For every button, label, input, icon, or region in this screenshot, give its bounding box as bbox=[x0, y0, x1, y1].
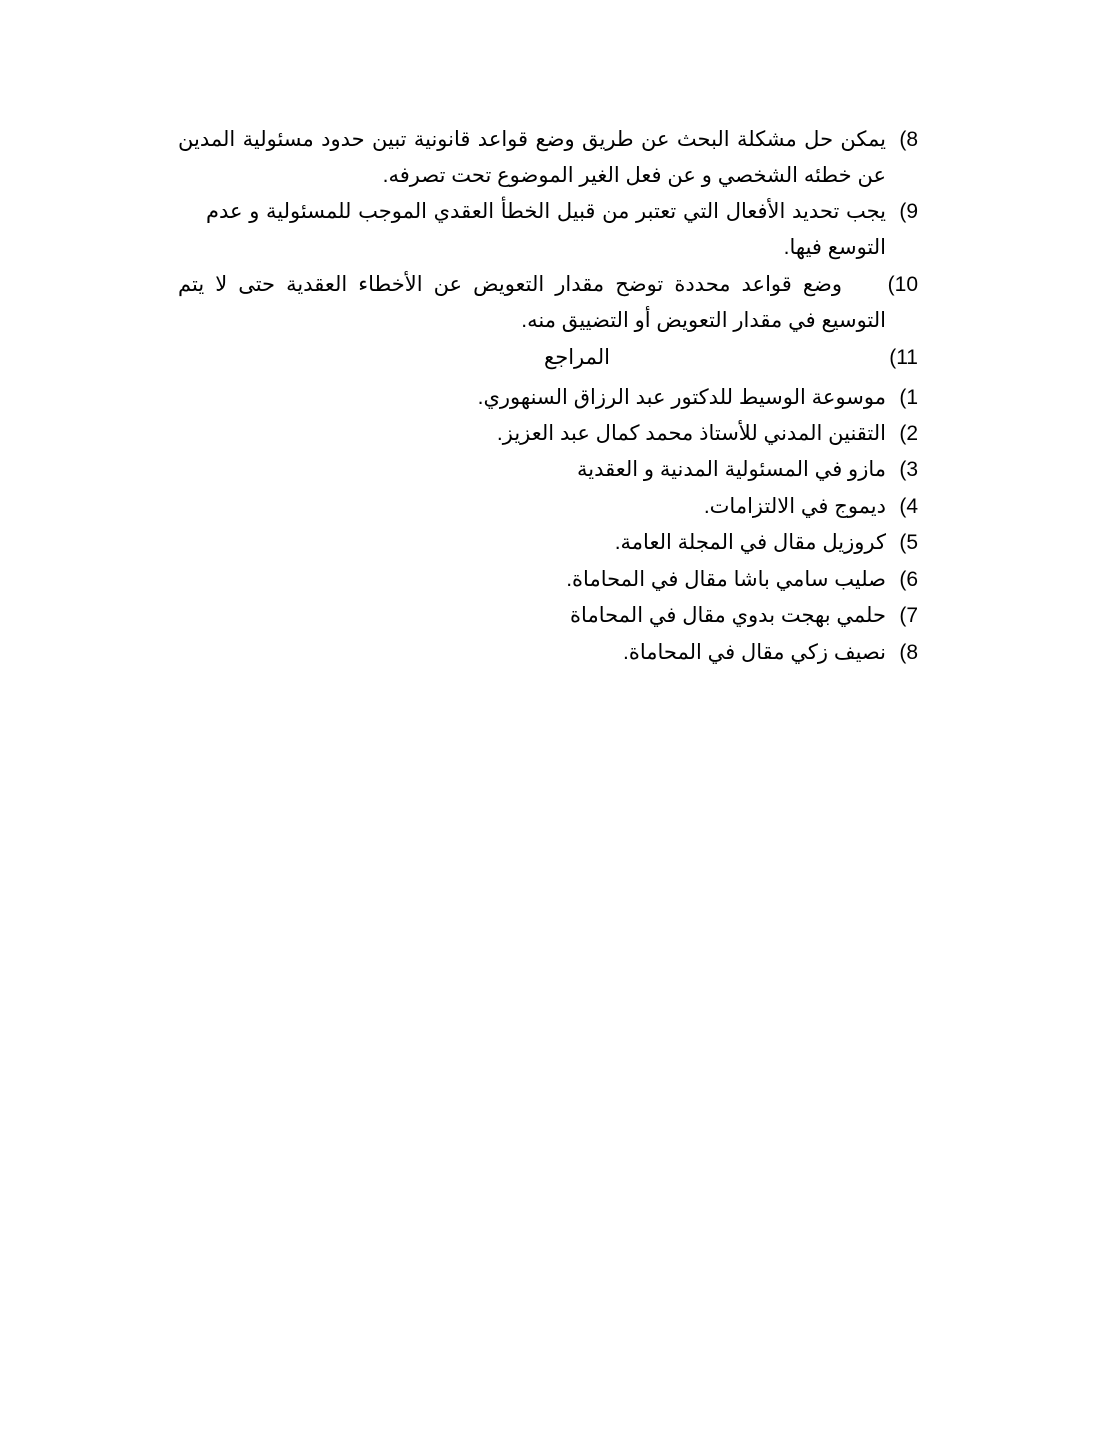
reference-1 bbox=[178, 380, 918, 416]
reference-6 bbox=[178, 562, 918, 598]
reference-6-number: 6) bbox=[899, 568, 918, 591]
reference-6-text: صليب سامي باشا مقال في المحاماة. bbox=[566, 568, 886, 591]
reference-2-number: 2) bbox=[899, 422, 918, 445]
reference-8-text: نصيف زكي مقال في المحاماة. bbox=[623, 641, 886, 664]
reference-5-text: كروزيل مقال في المجلة العامة. bbox=[614, 531, 886, 554]
reference-7-text: حلمي بهجت بدوي مقال في المحاماة bbox=[570, 604, 886, 627]
item-10-number: 10) bbox=[887, 273, 918, 296]
item-10-text-line-2: التوسيع في مقدار التعويض أو التضييق منه. bbox=[521, 309, 886, 332]
reference-5 bbox=[178, 525, 918, 561]
item-10-line-2 bbox=[178, 303, 918, 339]
reference-2 bbox=[178, 416, 918, 452]
reference-3 bbox=[178, 452, 918, 488]
reference-7 bbox=[178, 598, 918, 634]
item-9-text-line-1: يجب تحديد الأفعال التي تعتبر من قبيل الخطأ العقدي الموجب للمسئولية و عدم bbox=[206, 200, 886, 223]
item-8-line-2 bbox=[178, 158, 918, 194]
item-10-text-line-1: وضع قواعد محددة توضح مقدار التعويض عن الأخطاء العقدية حتى لا يتم bbox=[178, 273, 842, 296]
reference-4-text: ديموج في الالتزامات. bbox=[703, 495, 886, 518]
reference-3-text: مازو في المسئولية المدنية و العقدية bbox=[576, 458, 886, 481]
reference-8-number: 8) bbox=[899, 641, 918, 664]
reference-3-number: 3) bbox=[899, 458, 918, 481]
item-9-text-line-2: التوسع فيها. bbox=[783, 236, 886, 259]
item-8-text-line-1: يمكن حل مشكلة البحث عن طريق وضع قواعد قانونية تبين حدود مسئولية المدين bbox=[178, 128, 886, 151]
reference-2-text: التقنين المدني للأستاذ محمد كمال عبد العزيز. bbox=[496, 422, 886, 445]
reference-7-number: 7) bbox=[899, 604, 918, 627]
item-9-line-2 bbox=[178, 230, 918, 266]
item-11-number: 11) bbox=[889, 346, 918, 369]
item-11-line bbox=[178, 340, 918, 376]
item-9-line-1 bbox=[206, 194, 918, 230]
item-8-line-1 bbox=[178, 122, 918, 158]
reference-4-number: 4) bbox=[899, 495, 918, 518]
reference-1-number: 1) bbox=[899, 386, 918, 409]
reference-5-number: 5) bbox=[899, 531, 918, 554]
reference-4 bbox=[178, 489, 918, 525]
item-8-number: 8) bbox=[899, 128, 918, 151]
reference-8 bbox=[178, 635, 918, 671]
item-9-number: 9) bbox=[899, 200, 918, 223]
item-10-line-1 bbox=[178, 267, 918, 303]
reference-1-text: موسوعة الوسيط للدكتور عبد الرزاق السنهوري. bbox=[477, 386, 886, 409]
references-heading: المراجع bbox=[544, 346, 610, 369]
item-8-text-line-2: عن خطئه الشخصي و عن فعل الغير الموضوع تحت تصرفه. bbox=[382, 164, 886, 187]
